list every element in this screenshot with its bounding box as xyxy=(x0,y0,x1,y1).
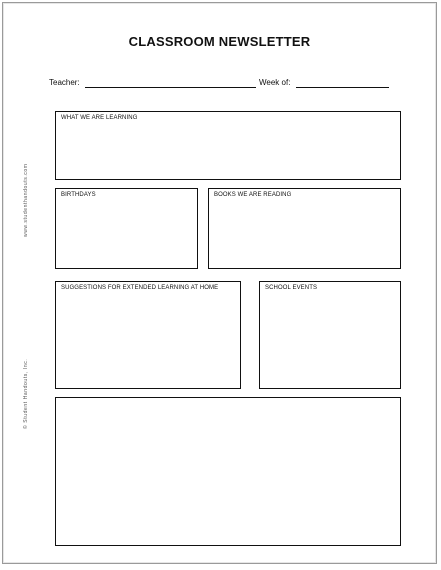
school-events-label: SCHOOL EVENTS xyxy=(265,285,318,291)
birthdays-label: BIRTHDAYS xyxy=(61,192,96,198)
website-url-text: www.studenthandouts.com xyxy=(23,163,29,237)
books-label: BOOKS WE ARE READING xyxy=(214,192,292,198)
page-title: CLASSROOM NEWSLETTER xyxy=(128,34,311,49)
blank-box[interactable] xyxy=(55,397,401,546)
books-box[interactable] xyxy=(208,188,401,269)
learning-box[interactable] xyxy=(55,111,401,180)
suggestions-box[interactable] xyxy=(55,281,241,389)
learning-label: WHAT WE ARE LEARNING xyxy=(61,115,138,121)
newsletter-page xyxy=(2,2,437,564)
week-of-label: Week of: xyxy=(259,78,291,87)
school-events-box[interactable] xyxy=(259,281,401,389)
week-of-field[interactable] xyxy=(296,87,389,88)
suggestions-label: SUGGESTIONS FOR EXTENDED LEARNING AT HOME xyxy=(61,285,219,291)
copyright-text: © Student Handouts, Inc. xyxy=(23,358,29,429)
teacher-field[interactable] xyxy=(85,87,256,88)
birthdays-box[interactable] xyxy=(55,188,198,269)
teacher-label: Teacher: xyxy=(49,78,80,87)
